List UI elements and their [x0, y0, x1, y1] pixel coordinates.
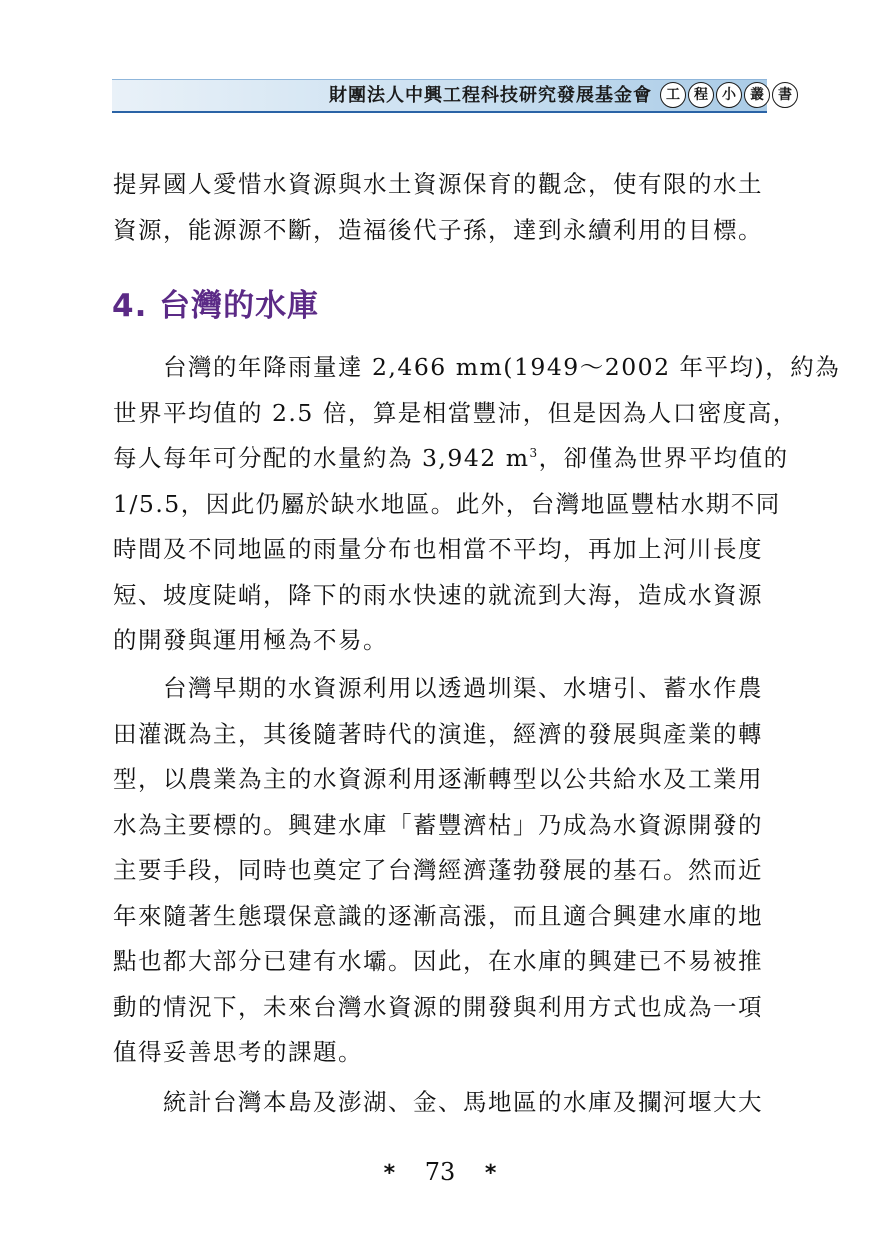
star-ornament: *: [383, 1161, 396, 1186]
series-char: 程: [688, 82, 714, 108]
section-title: 4. 台灣的水庫: [112, 288, 320, 324]
paragraph-statistics: [113, 1080, 769, 1126]
page-footer: [0, 1158, 880, 1186]
text-line: 水為主要標的。興建水庫「蓄豐濟枯」乃成為水資源開發的: [113, 810, 763, 839]
text-line: 資源，能源源不斷，造福後代子孫，達到永續利用的目標。: [113, 215, 763, 244]
text-line: 值得妥善思考的課題。: [113, 1038, 363, 1066]
text-line: 短、坡度陡峭，降下的雨水快速的就流到大海，造成水資源: [113, 580, 763, 609]
text-line: 統計台灣本島及澎湖、金、馬地區的水庫及攔河堰大大: [163, 1088, 763, 1116]
series-char: 書: [772, 82, 798, 108]
text-line: 台灣早期的水資源利用以透過圳渠、水塘引、蓄水作農: [163, 674, 763, 702]
paragraph-rainfall: [113, 345, 841, 664]
star-ornament: *: [484, 1161, 497, 1186]
publisher-name: 財團法人中興工程科技研究發展基金會: [329, 85, 652, 106]
text-line: [113, 436, 789, 482]
page-number: 73: [424, 1158, 456, 1186]
text-line: 動的情況下，未來台灣水資源的開發與利用方式也成為一項: [113, 992, 763, 1021]
text-segment: ，卻僅為世界平均值的: [538, 444, 789, 472]
text-line: 型，以農業為主的水資源利用逐漸轉型以公共給水及工業用: [113, 765, 763, 793]
text-line: 年來隨著生態環保意識的逐漸高漲，而且適合興建水庫的地: [113, 901, 763, 930]
series-char: 叢: [744, 82, 770, 108]
text-line: 時間及不同地區的雨量分布也相當不平均，再加上河川長度: [113, 535, 763, 563]
superscript: 3: [529, 446, 539, 461]
text-line: 的開發與運用極為不易。: [113, 626, 388, 654]
text-line: 點也都大部分已建有水壩。因此，在水庫的興建已不易被推: [113, 947, 763, 975]
text-line: 主要手段，同時也奠定了台灣經濟蓬勃發展的基石。然而近: [113, 856, 763, 884]
series-char: 工: [660, 82, 686, 108]
paragraph-history: [113, 666, 769, 1076]
text-line: 台灣的年降雨量達 2,466 mm(1949～2002 年平均)，約為: [163, 353, 841, 381]
text-line: 世界平均值的 2.5 倍，算是相當豐沛，但是因為人口密度高，: [113, 398, 798, 427]
text-segment: 每人每年可分配的水量約為 3,942 m: [113, 444, 530, 472]
text-line: 田灌溉為主，其後隨著時代的演進，經濟的發展與產業的轉: [113, 719, 763, 748]
series-badge: [660, 82, 798, 108]
intro-paragraph: [113, 162, 769, 253]
text-line: 1/5.5，因此仍屬於缺水地區。此外，台灣地區豐枯水期不同: [113, 489, 781, 518]
series-char: 小: [716, 82, 742, 108]
text-line: 提昇國人愛惜水資源與水土資源保育的觀念，使有限的水土: [113, 170, 763, 198]
